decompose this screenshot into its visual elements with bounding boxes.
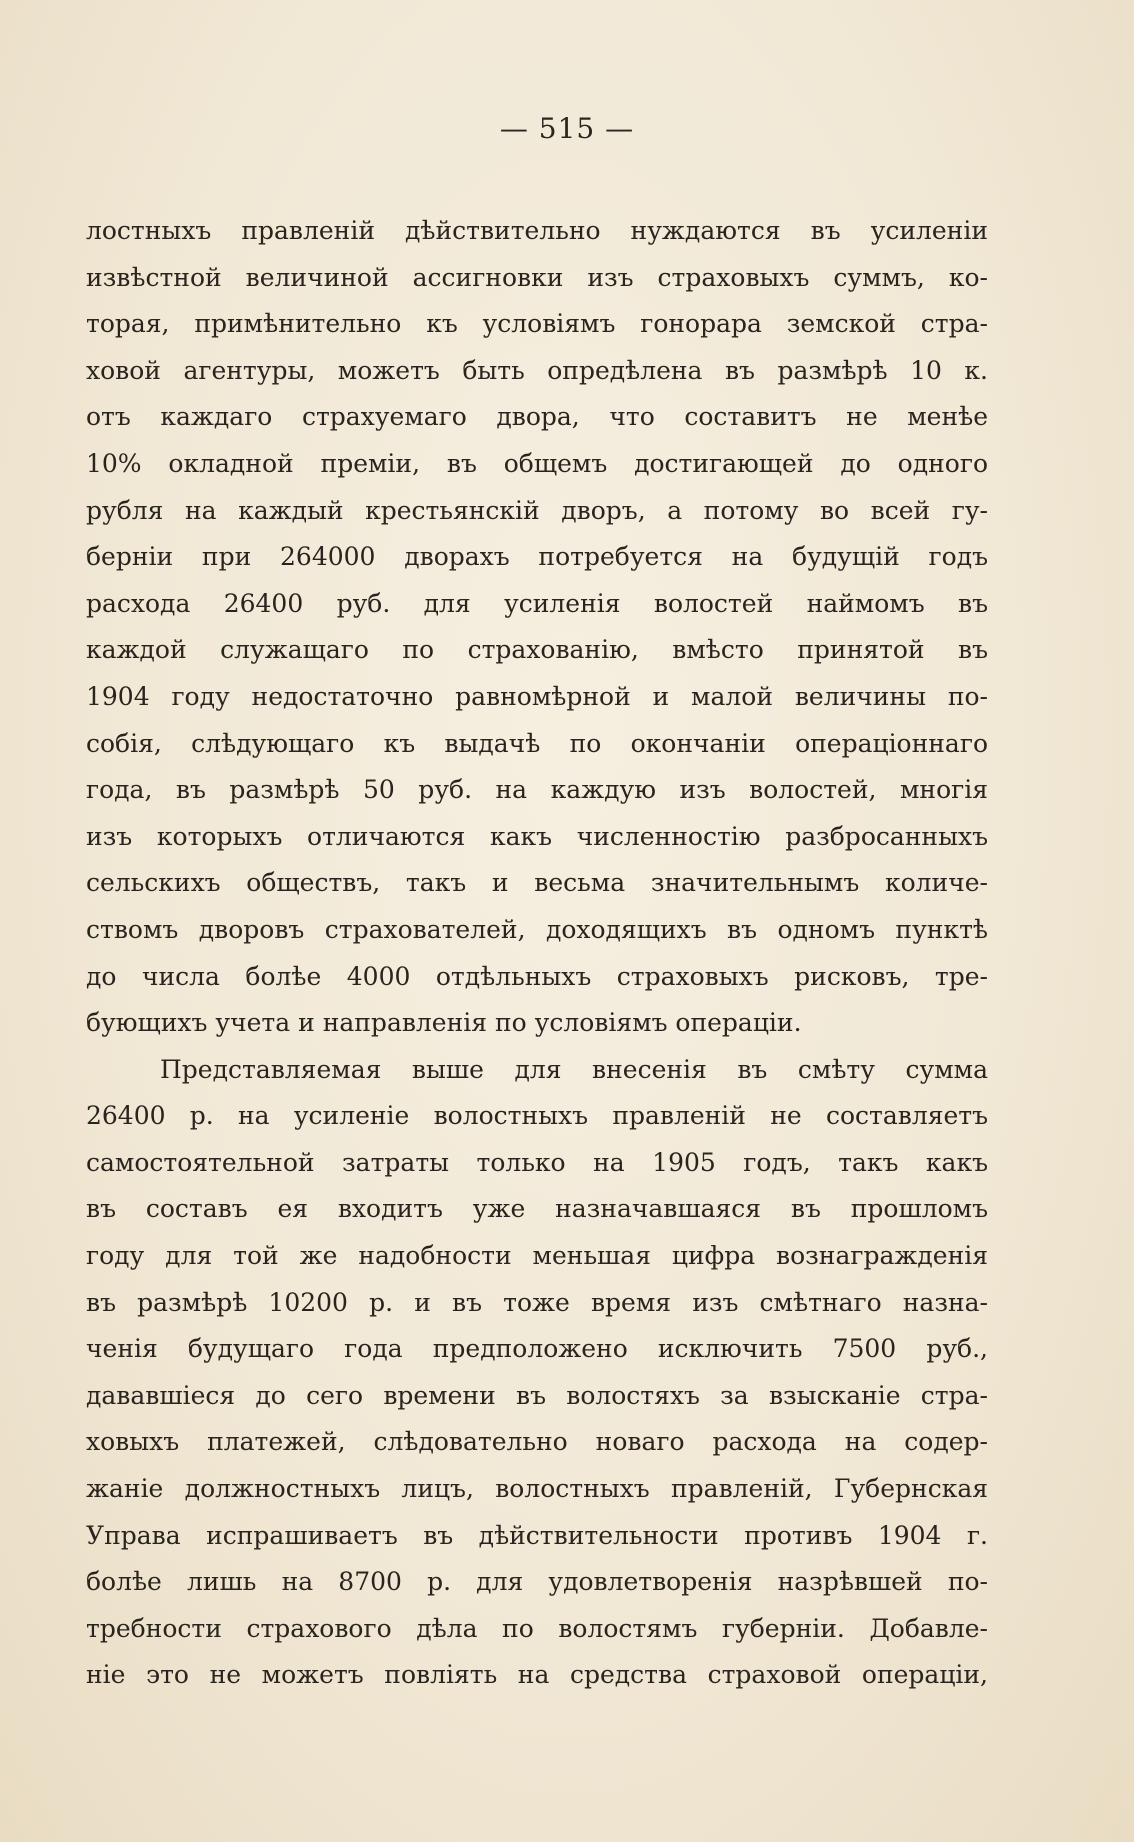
text-line: извѣстной величиной ассигновки изъ страховыхъ суммъ, ко- [86,262,988,292]
text-line: въ составъ ея входитъ уже назначавшаяся въ прошломъ [86,1194,988,1224]
text-line: требности страхового дѣла по волостямъ губерніи. Добавле- [86,1613,988,1643]
text-line-paragraph-start: Представляемая выше для внесенія въ смѣту сумма [160,1054,988,1084]
text-line: собія, слѣдующаго къ выдачѣ по окончаніи операціоннаго [86,728,988,758]
text-line: до числа болѣе 4000 отдѣльныхъ страховыхъ рисковъ, тре- [86,961,988,991]
text-line-paragraph-end: бующихъ учета и направленія по условіямъ операціи. [86,1008,802,1038]
text-line: года, въ размѣрѣ 50 руб. на каждую изъ волостей, многія [86,775,988,805]
body-text [86,208,988,1699]
text-line: жаніе должностныхъ лицъ, волостныхъ правленій, Губернская [86,1474,988,1504]
text-line: 10% окладной преміи, въ общемъ достигающей до одного [86,448,988,478]
text-line: изъ которыхъ отличаются какъ численностію разбросанныхъ [86,821,988,851]
text-line: дававшіеся до сего времени въ волостяхъ за взысканіе стра- [86,1380,988,1410]
text-line: рубля на каждый крестьянскій дворъ, а потому во всей гу- [86,495,988,525]
text-line: въ размѣрѣ 10200 р. и въ тоже время изъ смѣтнаго назна- [86,1287,988,1317]
page-number: — 515 — [499,112,635,145]
text-line: 1904 году недостаточно равномѣрной и малой величины по- [86,681,988,711]
text-line: ховыхъ платежей, слѣдовательно новаго расхода на содер- [86,1427,988,1457]
text-line: отъ каждаго страхуемаго двора, что составитъ не менѣе [86,402,988,432]
text-line: сельскихъ обществъ, такъ и весьма значительнымъ количе- [86,868,988,898]
text-line: ховой агентуры, можетъ быть опредѣлена въ размѣрѣ 10 к. [86,355,988,385]
text-line: болѣе лишь на 8700 р. для удовлетворенія назрѣвшей по- [86,1567,988,1597]
text-line: 26400 р. на усиленіе волостныхъ правленій не составляетъ [86,1101,988,1131]
text-line: торая, примѣнительно къ условіямъ гонорара земской стра- [86,309,988,339]
text-line: каждой служащаго по страхованію, вмѣсто принятой въ [86,635,988,665]
text-line: самостоятельной затраты только на 1905 годъ, такъ какъ [86,1147,988,1177]
text-line: лостныхъ правленій дѣйствительно нуждаются въ усиленіи [86,216,988,245]
text-line: ствомъ дворовъ страхователей, доходящихъ въ одномъ пунктѣ [86,914,988,944]
text-line: ченія будущаго года предположено исключить 7500 руб., [86,1334,988,1364]
text-line: году для той же надобности меньшая цифра вознагражденія [86,1241,988,1271]
text-line: берніи при 264000 дворахъ потребуется на будущій годъ [86,542,988,572]
text-line: расхода 26400 руб. для усиленія волостей наймомъ въ [86,588,988,618]
text-line: ніе это не можетъ повліять на средства страховой операціи, [86,1660,988,1690]
text-line: Управа испрашиваетъ въ дѣйствительности противъ 1904 г. [86,1520,988,1550]
